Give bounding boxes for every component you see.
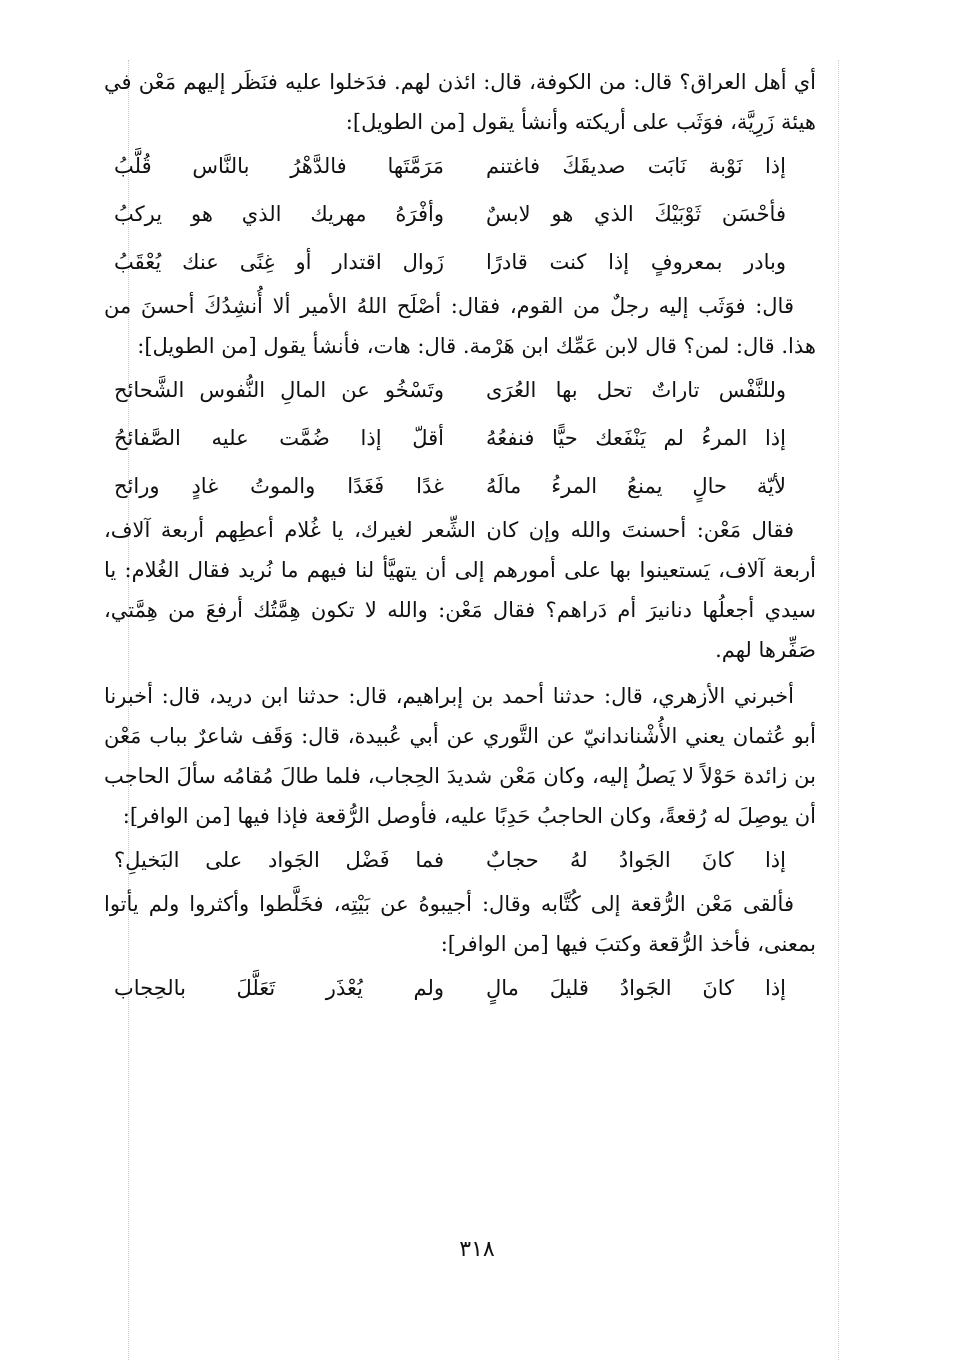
verse-7 — [104, 836, 816, 884]
right-margin-guide — [838, 60, 839, 1360]
verse-5-first-half: إذا المرءُ لم يَنْفَعك حيًّا فنفعُهُ — [486, 426, 786, 450]
verse-1-first-half: إذا نَوْبة نَابَت صديقَكَ فاغتنم — [486, 154, 786, 178]
verse-3-first-half: وبادر بمعروفٍ إذا كنت قادرًا — [486, 250, 786, 274]
verse-6-first-half: لأيّة حالٍ يمنعُ المرءُ مالَهُ — [486, 474, 786, 498]
paragraph-3: فقال مَعْن: أحسنتَ والله وإن كان الشِّعر لغيرك، يا غُلام أعطِهم أربعة آلاف، أربعة آلاف، يَستعينوا بها على أمورهم إلى أن يتهيَّأ لنا فيهم ما نُريد فقال الغُلام: يا سيدي أجعلُها دنانيرَ أم دَراهم؟ فقال مَعْن: والله لا تكون هِمَّتُك أرفعَ من هِمَّتي، صَفِّرها لهم. — [104, 518, 816, 662]
paragraph-2: قال: فوَثَب إليه رجلٌ من القوم، فقال: أصْلَح اللهُ الأمير ألا أُنشِدُكَ أحسنَ من هذا. قال: لمن؟ قال لابن عَمِّك ابن هَرْمة. قال: هات، فأنشأ يقول [من الطويل]: — [104, 294, 816, 358]
verse-1-second-half: مَرَمَّتَها فالدَّهْرُ بالنَّاس قُلَّبُ — [114, 154, 444, 178]
verse-2 — [104, 190, 816, 238]
page-number: ٣١٨ — [459, 1237, 495, 1262]
verse-8-second-half: ولم يُعْذَر تَعَلَّلَ بالحِجاب — [114, 976, 444, 1000]
verse-2-first-half: فأحْسَن ثَوْبَيْكَ الذي هو لابسٌ — [486, 202, 786, 226]
verse-7-second-half: فما فَضْل الجَواد على البَخيلِ؟ — [114, 848, 444, 872]
verse-3-second-half: زَوال اقتدار أو غِنًى عنك يُعْقَبُ — [114, 250, 444, 274]
verse-4-first-half: وللنَّفْس تاراتٌ تحل بها العُرَى — [486, 378, 786, 402]
paragraph-5: فألقى مَعْن الرُّقعة إلى كُتَّابه وقال: أجيبوهُ عن بَيْتِه، فخَلَّطوا وأكثروا ولم يأتوا بمعنى، فأخذ الرُّقعة وكتبَ فيها [من الوافر]: — [104, 892, 816, 956]
verse-2-second-half: وأفْرَهُ مهريك الذي هو يركبُ — [114, 202, 444, 226]
verse-5 — [104, 414, 816, 462]
paragraph-4: أخبرني الأزهري، قال: حدثنا أحمد بن إبراهيم، قال: حدثنا ابن دريد، قال: أخبرنا أبو عُثمان يعني الأُشْناندانيّ عن التَّوري عن أبي عُبيدة، قال: وَقَف شاعرٌ بباب مَعْن بن زائدة حَوْلاً لا يَصلُ إليه، وكان مَعْن شديدَ الحِجاب، فلما طالَ مُقامُه سألَ الحاجب أن يوصِلَ له رُقعةً، وكان الحاجبُ حَدِبًا عليه، فأوصل الرُّقعة فإذا فيها [من الوافر]: — [104, 684, 816, 828]
verse-3 — [104, 238, 816, 286]
verse-6-second-half: غدًا فَغَدًا والموتُ غادٍ ورائح — [114, 474, 444, 498]
paragraph-1: أي أهل العراق؟ قال: من الكوفة، قال: ائذن لهم. فدَخلوا عليه فنَظَر إليهم مَعْن في هيئة زَرِيَّة، فوَثَب على أريكته وأنشأ يقول [من الطويل]: — [104, 70, 816, 134]
verse-4 — [104, 366, 816, 414]
verse-4-second-half: وتَسْخُو عن المالِ النُّفوس الشَّحائح — [114, 378, 444, 402]
verse-5-second-half: أقلّ إذا ضُمَّت عليه الصَّفائحُ — [114, 426, 444, 450]
verse-6 — [104, 462, 816, 510]
main-text — [104, 62, 816, 1012]
verse-1 — [104, 142, 816, 190]
verse-7-first-half: إذا كانَ الجَوادُ لهُ حجابٌ — [486, 848, 786, 872]
verse-8 — [104, 964, 816, 1012]
verse-8-first-half: إذا كانَ الجَوادُ قليلَ مالٍ — [486, 976, 786, 1000]
